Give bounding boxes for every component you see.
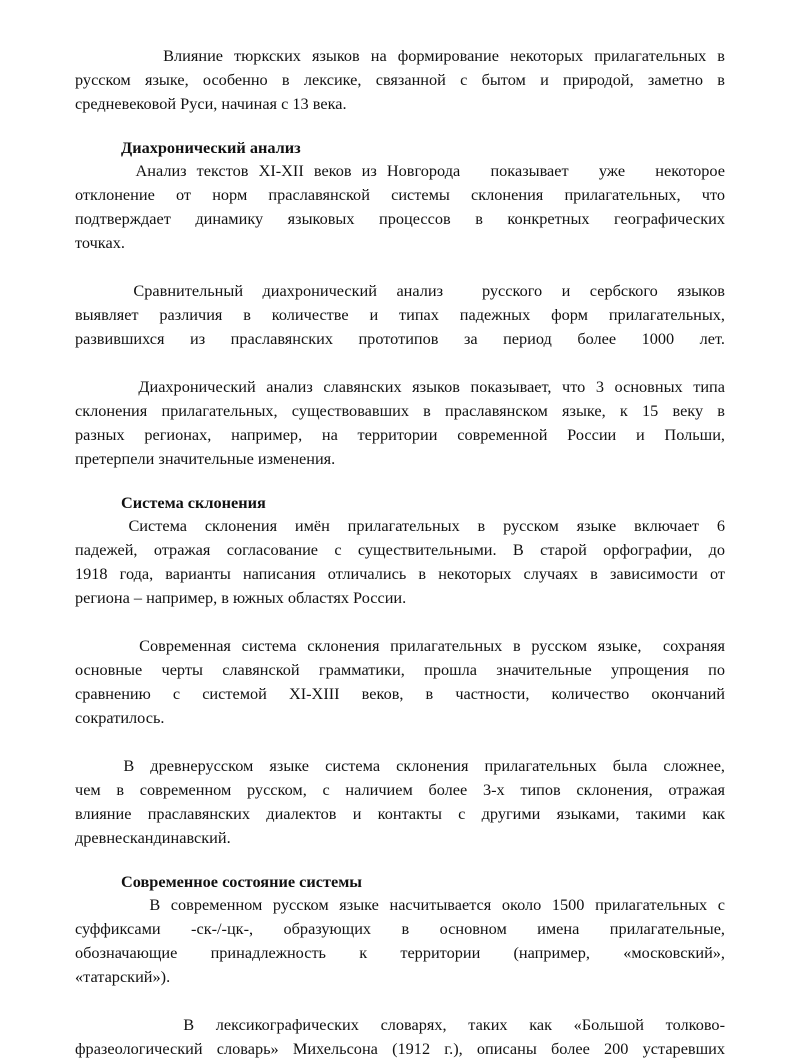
- paragraph-modern-simplification: [75, 634, 725, 730]
- text-line: В древнерусском языке система склонения прилагательных была сложнее,: [75, 756, 725, 775]
- text-line: чем в современном русском, с наличием более 3-х типов склонения, отражая: [75, 780, 725, 799]
- text-line: древнескандинавский.: [75, 828, 231, 847]
- paragraph-suffix-adjectives: [75, 893, 725, 989]
- text-line: «татарский»).: [75, 967, 171, 986]
- paragraph-slavic-declension-types: [75, 375, 725, 471]
- text-line: В современном русском языке насчитывается около 1500 прилагательных с: [75, 895, 725, 914]
- text-line: развившихся из праславянских прототипов за период более 1000 лет.: [75, 329, 725, 348]
- text-line: подтверждает динамику языковых процессов в конкретных географических: [75, 209, 725, 228]
- text-line: выявляет различия в количестве и типах падежных форм прилагательных,: [75, 305, 725, 324]
- text-line: фразеологический словарь» Михельсона (1912 г.), описаны более 200 устаревших: [75, 1039, 725, 1058]
- text-line: влияние праславянских диалектов и контакты с другими языками, такими как: [75, 804, 725, 823]
- heading-diachronic-analysis: Диахронический анализ: [121, 138, 301, 157]
- text-line: 1918 года, варианты написания отличались в некоторых случаях в зависимости от: [75, 564, 725, 583]
- paragraph-six-cases: [75, 514, 725, 610]
- text-line: сравнению с системой XI-XIII веков, в частности, количество окончаний: [75, 684, 725, 703]
- text-line: русском языке, особенно в лексике, связанной с бытом и природой, заметно в: [75, 70, 725, 89]
- heading-current-state: Современное состояние системы: [121, 872, 363, 891]
- text-line: склонения прилагательных, существовавших в праславянском языке, к 15 веку в: [75, 401, 725, 420]
- text-line: суффиксами -ск-/-цк-, образующих в основном имена прилагательные,: [75, 919, 725, 938]
- paragraph-turkic-influence: [75, 44, 725, 116]
- text-line: сократилось.: [75, 708, 165, 727]
- text-line: Анализ текстов XI-XII веков из Новгорода показывает уже некоторое: [75, 161, 725, 180]
- text-line: Сравнительный диахронический анализ русского и сербского языков: [75, 281, 725, 300]
- paragraph-russian-serbian: [75, 279, 725, 351]
- text-line: основные черты славянской грамматики, прошла значительные упрощения по: [75, 660, 725, 679]
- text-line: Система склонения имён прилагательных в русском языке включает 6: [75, 516, 725, 535]
- paragraph-novgorod-texts: [75, 159, 725, 255]
- text-line: средневековой Руси, начиная с 13 века.: [75, 94, 347, 113]
- text-line: Диахронический анализ славянских языков показывает, что 3 основных типа: [75, 377, 725, 396]
- heading-declension-system: Система склонения: [121, 493, 266, 512]
- text-line: В лексикографических словарях, таких как «Большой толково-: [75, 1015, 725, 1034]
- text-line: разных регионах, например, на территории современной России и Польши,: [75, 425, 725, 444]
- text-line: обозначающие принадлежность к территории (например, «московский»,: [75, 943, 725, 962]
- paragraph-dictionaries: [75, 1013, 725, 1061]
- text-line: претерпели значительные изменения.: [75, 449, 336, 468]
- paragraph-old-russian: [75, 754, 725, 850]
- text-line: Современная система склонения прилагательных в русском языке, сохраняя: [75, 636, 725, 655]
- document-page: [75, 44, 725, 1061]
- text-line: отклонение от норм праславянской системы склонения прилагательных, что: [75, 185, 725, 204]
- text-line: региона – например, в южных областях России.: [75, 588, 407, 607]
- text-line: Влияние тюркских языков на формирование некоторых прилагательных в: [75, 46, 725, 65]
- text-line: падежей, отражая согласование с существительными. В старой орфографии, до: [75, 540, 725, 559]
- text-line: точках.: [75, 233, 125, 252]
